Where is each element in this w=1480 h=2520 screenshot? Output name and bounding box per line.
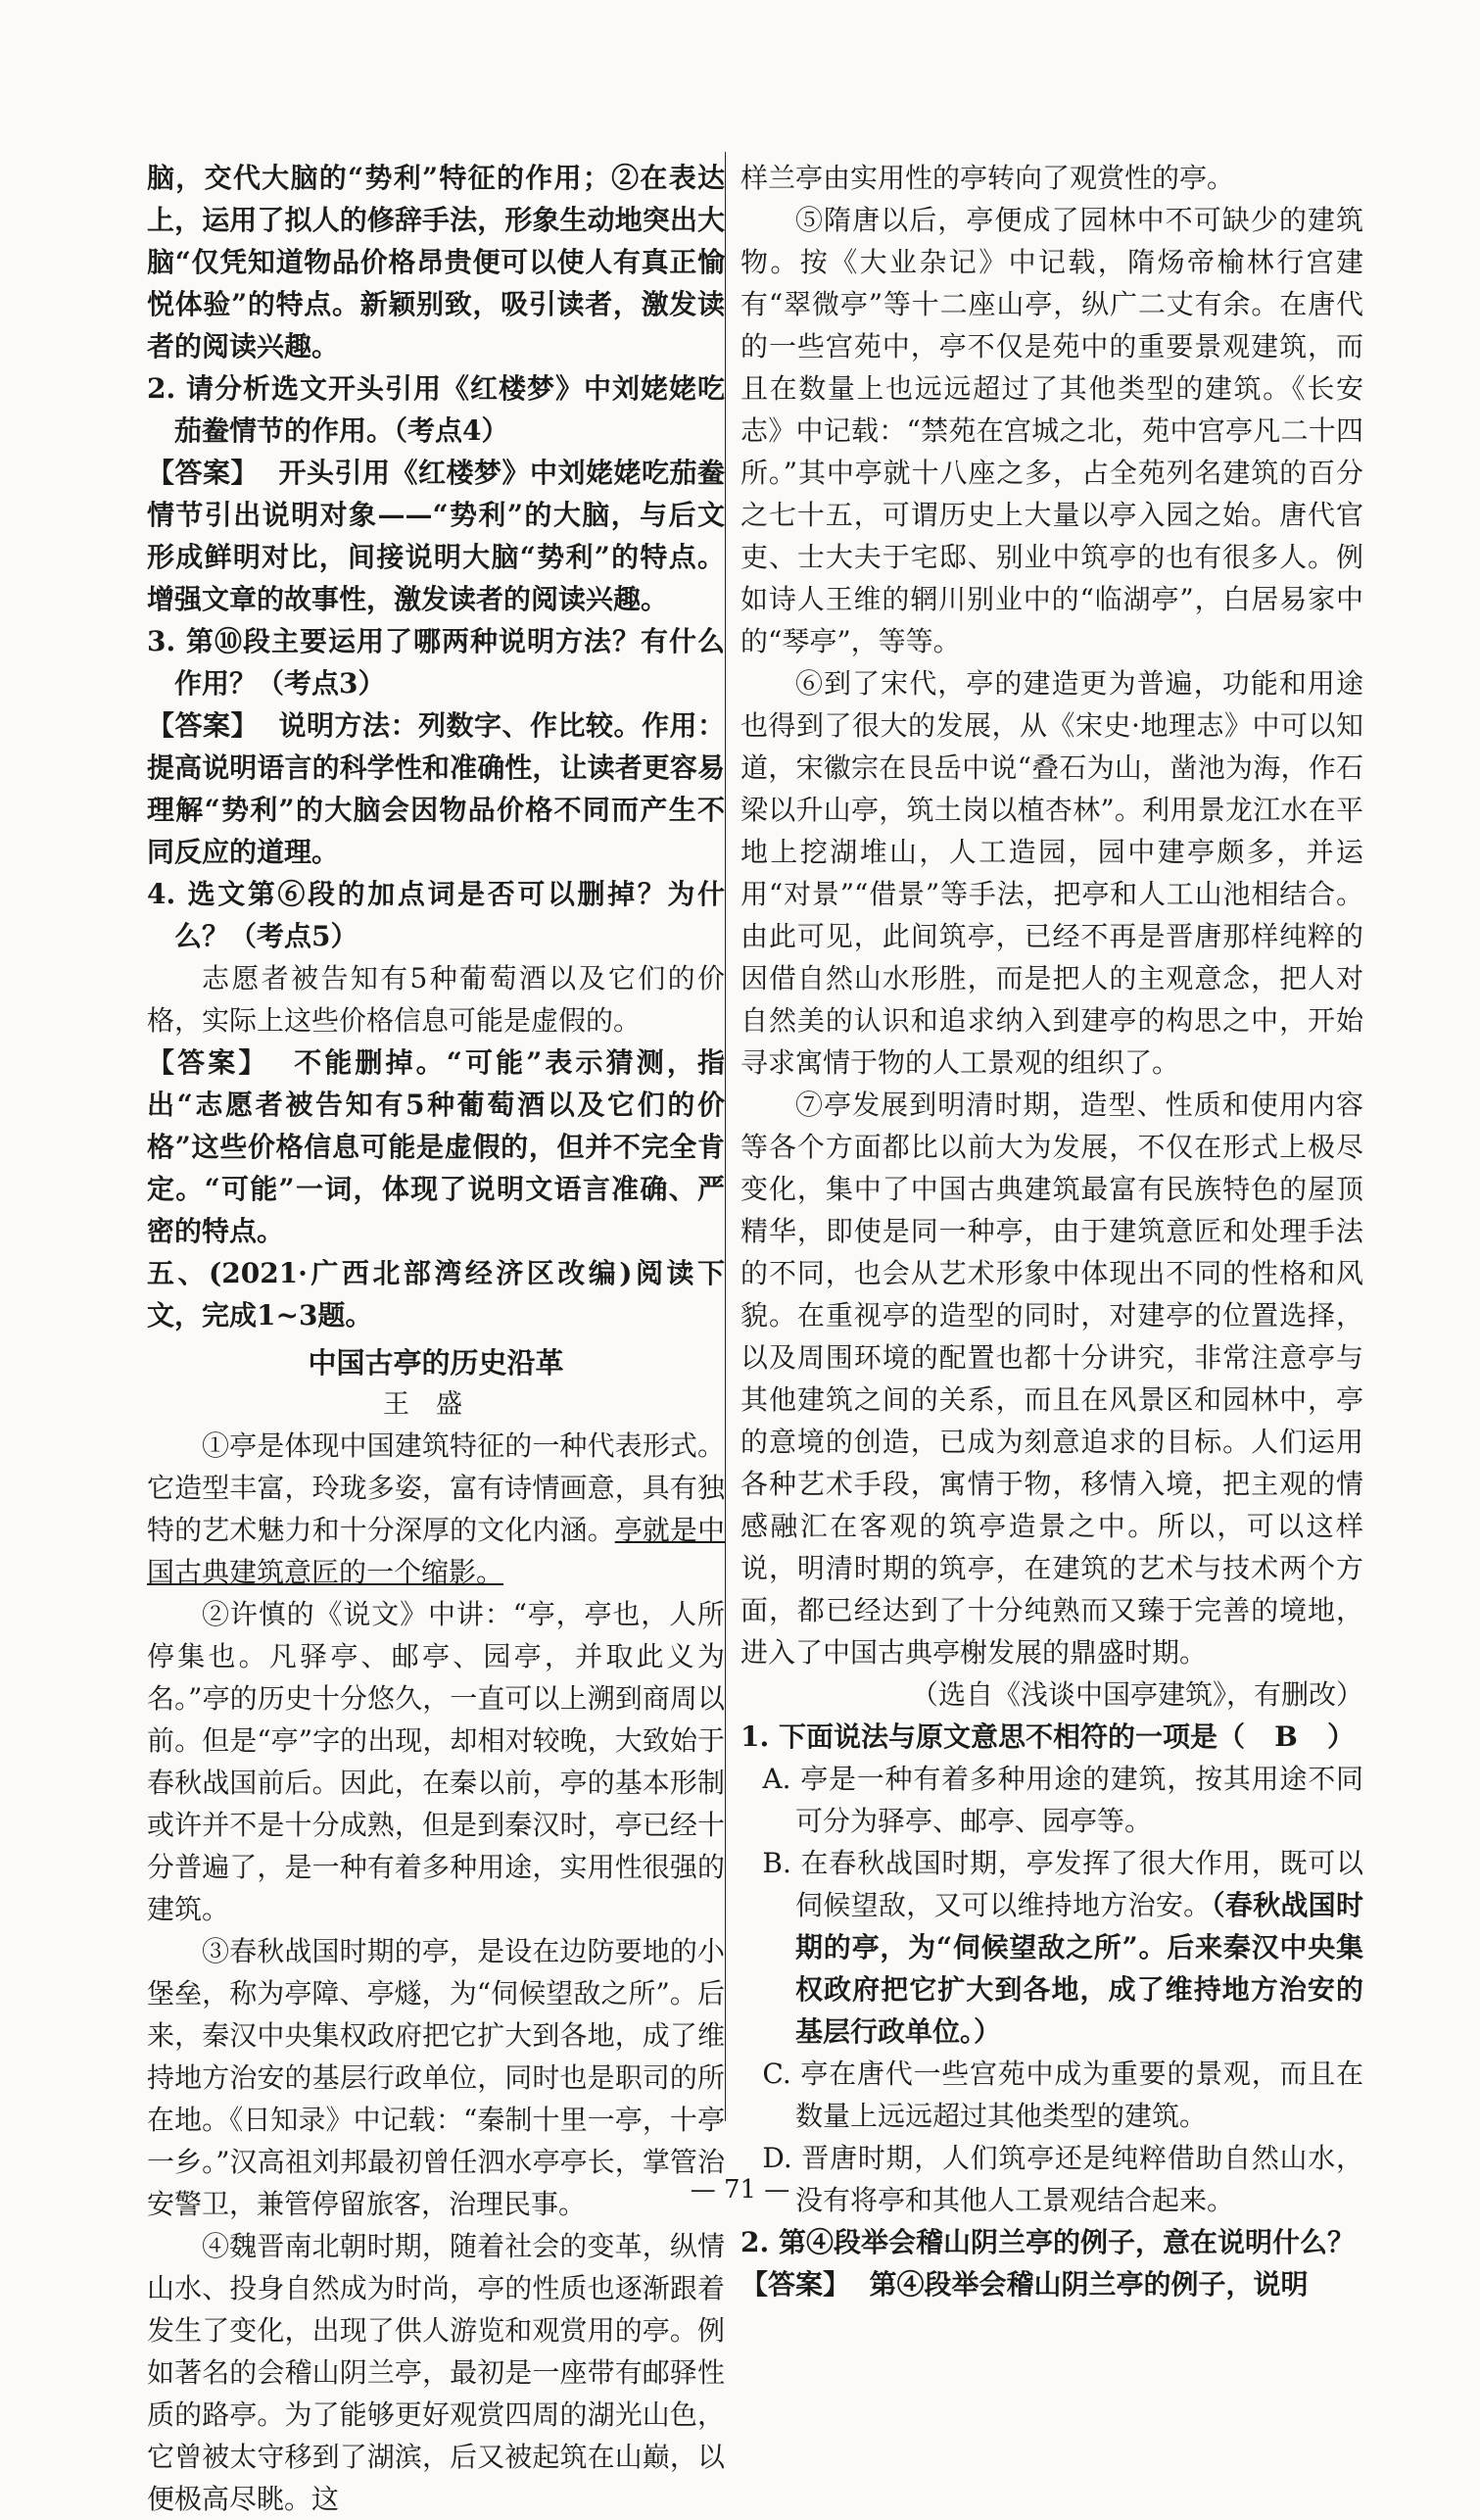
question-1 [740,1716,1363,1758]
answer-tag: 【答案】 [147,457,259,489]
question-4-quote: 志愿者被告知有5种葡萄酒以及它们的价格，实际上这些价格信息可能是虚假的。 [147,962,725,1037]
paragraph-4: ④魏晋南北朝时期，随着社会的变革，纵情山水、投身自然成为时尚，亭的性质也逐渐跟着发生了变化，出现了供人游览和观赏用的亭。例如著名的会稽山阴兰亭，最初是一座带有邮驿性质的路亭。为了能够更好观赏四周的湖光山色，它曾被太守移到了湖滨，后又被起筑在山巅，以便极高尽眺。这 [147,2230,725,2515]
answer-2 [147,452,725,620]
option-b-note: （春秋战国时期的亭，为“伺候望敌之所”。后来秦汉中央集权政府把它扩大到各地，成了维持地方治安的基层行政单位。） [795,1889,1363,2048]
paragraph-7: ⑦亭发展到明清时期，造型、性质和使用内容等各个方面都比以前大为发展，不仅在形式上极尽变化，集中了中国古典建筑最富有民族特色的屋顶精华，即使是同一种亭，由于建筑意匠和处理手法的不同，也会从艺术形象中体现出不同的性格和风貌。在重视亭的造型的同时，对建亭的位置选择，以及周围环境的配置也都十分讲究，非常注意亭与其他建筑之间的关系，而且在风景区和园林中，亭的意境的创造，已成为刻意追求的目标。人们运用各种艺术手段，寓情于物，移情入境，把主观的情感融汇在客观的筑亭造景之中。所以，可以这样说，明清时期的筑亭，在建筑的艺术与技术两个方面，都已经达到了十分纯熟而又臻于完善的境地，进入了中国古典亭榭发展的鼎盛时期。 [740,1089,1363,1669]
section-5-heading: 五、(2021·广西北部湾经济区改编)阅读下文，完成1~3题。 [147,1257,725,1332]
answer-2-right-text: 第④段举会稽山阴兰亭的例子，说明 [869,2268,1309,2301]
answer-tag: 【答案】 [147,709,259,742]
paragraph-1-text: ①亭是体现中国建筑特征的一种代表形式。它造型丰富，玲珑多姿，富有诗情画意，具有独特的艺术魅力和十分深厚的文化内涵。 [147,1430,725,1546]
option-b-text: B. 在春秋战国时期，亭发挥了很大作用，既可以伺候望敌，又可以维持地方治安。 [762,1847,1363,1921]
paragraph-4-continuation: 样兰亭由实用性的亭转向了观赏性的亭。 [740,162,1235,194]
answer-3-text: 说明方法：列数字、作比较。作用：提高说明语言的科学性和准确性，让读者更容易理解“势利”的大脑会因物品价格不同而产生不同反应的道理。 [147,709,725,868]
column-divider [725,152,726,2121]
answer-2-text: 开头引用《红楼梦》中刘姥姥吃茄鲞情节引出说明对象——“势利”的大脑，与后文形成鲜明对比，间接说明大脑“势利”的特点。增强文章的故事性，激发读者的阅读兴趣。 [147,457,725,615]
answer-tag: 【答案】 [147,1046,269,1079]
paragraph-3: ③春秋战国时期的亭，是设在边防要地的小堡垒，称为亭障、亭燧，为“伺候望敌之所”。后来，秦汉中央集权政府把它扩大到各地，成了维持地方治安的基层行政单位，同时也是职司的所在地。《日知录》中记载：“秦制十里一亭，十亭一乡。”汉高祖刘邦最初曾任泗水亭亭长，掌管治安警卫，兼管停留旅客，治理民事。 [147,1935,725,2220]
question-1-close: ） [1326,1720,1355,1753]
question-1-answer: B [1274,1720,1298,1753]
right-column [740,157,1363,2305]
question-3: 3. 第⑩段主要运用了哪两种说明方法？有什么作用？（考点3） [147,625,725,700]
question-4: 4. 选文第⑥段的加点词是否可以删掉？为什么？（考点5） [147,878,725,952]
paragraph-5: ⑤隋唐以后，亭便成了园林中不可缺少的建筑物。按《大业杂记》中记载，隋炀帝榆林行宫建有“翠微亭”等十二座山亭，纵广二丈有余。在唐代的一些宫苑中，亭不仅是苑中的重要景观建筑，而且在数量上也远远超过了其他类型的建筑。《长安志》中记载：“禁苑在宫城之北，苑中宫亭凡二十四所。”其中亭就十八座之多，占全苑列名建筑的百分之七十五，可谓历史上大量以亭入园之始。唐代官吏、士大夫于宅邸、别业中筑亭的也有很多人。例如诗人王维的辋川别业中的“临湖亭”，白居易家中的“琴亭”，等等。 [740,204,1363,657]
page-number: — 71 — [690,2175,790,2205]
paragraph-1-underlined: 亭就是中国古典建筑意匠的一个缩影。 [147,1514,725,1588]
paragraph-6: ⑥到了宋代，亭的建造更为普遍，功能和用途也得到了很大的发展，从《宋史·地理志》中可以知道，宋徽宗在艮岳中说“叠石为山，凿池为海，作石梁以升山亭，筑土岗以植杏林”。利用景龙江水在平地上挖湖堆山，人工造园，园中建亭颇多，并运用“对景”“借景”等手法，把亭和人工山池相结合。由此可见，此间筑亭，已经不再是晋唐那样纯粹的因借自然山水形胜，而是把人的主观意念，把人对自然美的认识和追求纳入到建亭的构思之中，开始寻求寓情于物的人工景观的组织了。 [740,667,1363,1079]
option-b [740,1842,1363,2053]
article-title: 中国古亭的历史沿革 [308,1346,564,1380]
paragraph-1 [147,1425,725,1593]
option-d: D. 晋唐时期，人们筑亭还是纯粹借助自然山水，没有将亭和其他人工景观结合起来。 [762,2142,1363,2216]
article-author: 王盛 [383,1389,489,1420]
question-2: 2. 请分析选文开头引用《红楼梦》中刘姥姥吃茄鲞情节的作用。（考点4） [147,372,725,447]
question-1-text: 1. 下面说法与原文意思不相符的一项是（ [740,1720,1245,1753]
answer-continuation: 脑，交代大脑的“势利”特征的作用；②在表达上，运用了拟人的修辞手法，形象生动地突出大脑“仅凭知道物品价格昂贵便可以使人有真正愉悦体验”的特点。新颖别致，吸引读者，激发读者的阅读兴趣。 [147,162,725,363]
answer-3 [147,704,725,873]
answer-4 [147,1042,725,1252]
option-c: C. 亭在唐代一些宫苑中成为重要的景观，而且在数量上远远超过其他类型的建筑。 [762,2058,1363,2132]
option-a: A. 亭是一种有着多种用途的建筑，按其用途不同可分为驿亭、邮亭、园亭等。 [762,1763,1363,1837]
left-column [147,157,725,2520]
paragraph-2: ②许慎的《说文》中讲：“亭，亭也，人所停集也。凡驿亭、邮亭、园亭，并取此义为名。”亭的历史十分悠久，一直可以上溯到商周以前。但是“亭”字的出现，却相对较晚，大致始于春秋战国前后。因此，在秦以前，亭的基本形制或许并不是十分成熟，但是到秦汉时，亭已经十分普遍了，是一种有着多种用途，实用性很强的建筑。 [147,1598,725,1925]
answer-tag: 【答案】 [740,2268,851,2301]
answer-2-right [740,2263,1363,2305]
answer-4-text: 不能删掉。“可能”表示猜测，指出“志愿者被告知有5种葡萄酒以及它们的价格”这些价格信息可能是虚假的，但并不完全肯定。“可能”一词，体现了说明文语言准确、严密的特点。 [147,1046,726,1247]
question-2-right: 2. 第④段举会稽山阴兰亭的例子，意在说明什么？ [740,2226,1355,2258]
article-source: （选自《浅谈中国亭建筑》，有删改） [910,1678,1363,1711]
